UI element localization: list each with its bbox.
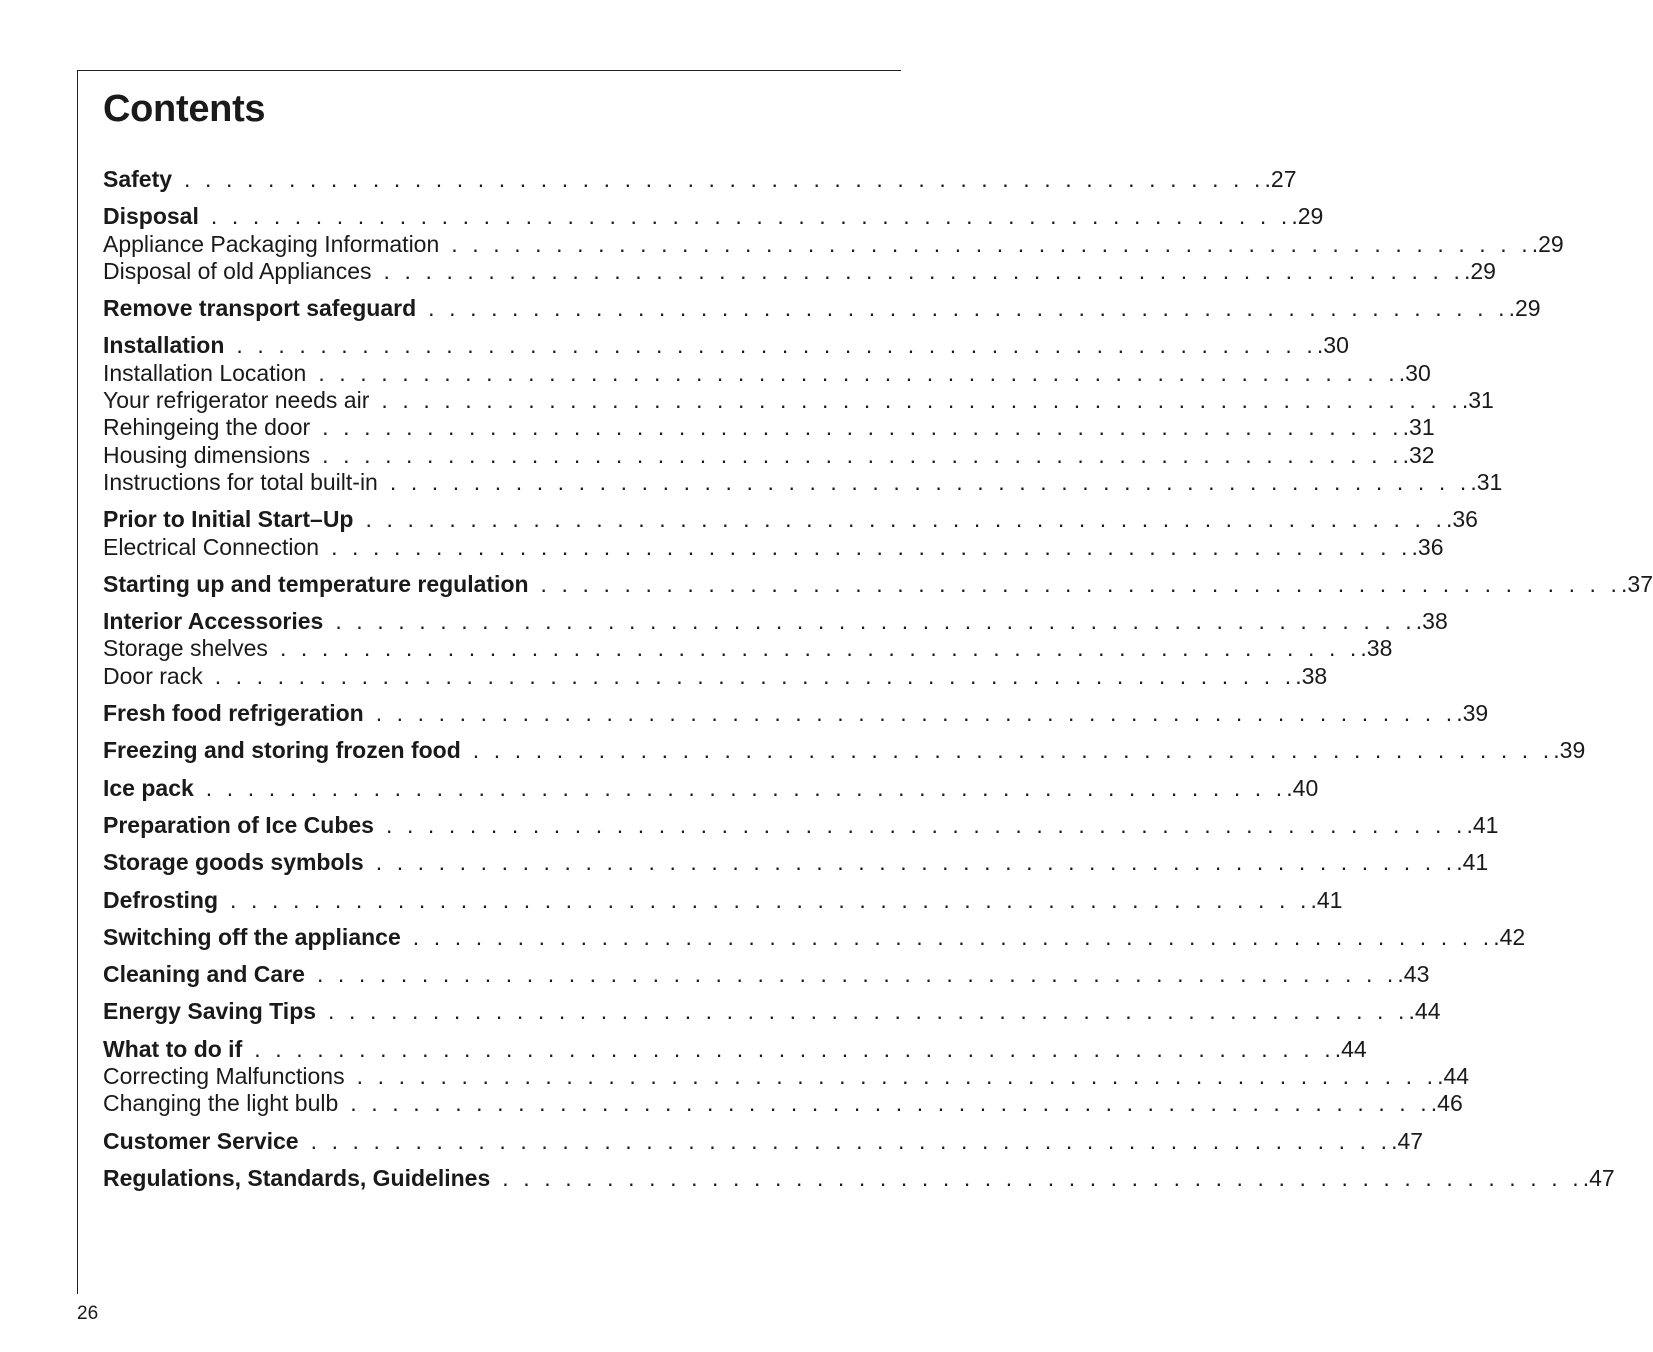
toc-heading-entry[interactable] <box>103 1127 1424 1155</box>
toc-entry-page: .36 <box>1445 506 1478 533</box>
toc-entry-page: .44 <box>1334 1035 1367 1062</box>
toc-heading-entry[interactable] <box>103 774 1319 802</box>
toc-subentry[interactable] <box>103 468 1503 496</box>
toc-section <box>103 166 1297 193</box>
toc-subentry[interactable] <box>103 257 1496 285</box>
toc-entry-page: .43 <box>1397 961 1430 988</box>
toc-section <box>103 849 1489 876</box>
dot-leader: . . . . . . . . . . . . . . . . . . . . . . . . . . . . . . . . . . . . . . . . . . . . . . . . . . . . <box>322 414 1403 441</box>
toc-entry-label: Disposal <box>103 203 199 230</box>
toc-section <box>103 332 1503 496</box>
dot-leader: . . . . . . . . . . . . . . . . . . . . . . . . . . . . . . . . . . . . . . . . . . . . . . . . . . . . <box>451 230 1532 257</box>
toc-entry-label: Correcting Malfunctions <box>103 1063 345 1090</box>
toc-entry-page: .46 <box>1430 1090 1463 1117</box>
dot-leader: . . . . . . . . . . . . . . . . . . . . . . . . . . . . . . . . . . . . . . . . . . . . . . . . . . . . <box>356 1063 1438 1090</box>
toc-subentry[interactable] <box>103 387 1494 414</box>
dot-leader: . . . . . . . . . . . . . . . . . . . . . . . . . . . . . . . . . . . . . . . . . . . . . . . . . . . . <box>205 774 1287 801</box>
toc-entry-page: .39 <box>1553 737 1586 764</box>
toc-entry-page: .29 <box>1291 203 1324 230</box>
toc-entry-label: Changing the light bulb <box>103 1090 339 1117</box>
toc-section <box>103 811 1499 839</box>
toc-heading-entry[interactable] <box>103 166 1297 193</box>
toc-subentry[interactable] <box>103 359 1431 387</box>
toc-entry-page: .29 <box>1531 230 1564 257</box>
toc-entry-page: .30 <box>1398 359 1431 386</box>
toc-subentry[interactable] <box>103 414 1435 441</box>
toc-entry-page: .39 <box>1456 700 1489 727</box>
toc-heading-entry[interactable] <box>103 1035 1367 1063</box>
toc-section <box>103 1035 1470 1118</box>
dot-leader: . . . . . . . . . . . . . . . . . . . . . . . . . . . . . . . . . . . . . . . . . . . . . . . . . . . . <box>318 359 1399 386</box>
toc-entry-page: .41 <box>1310 886 1343 913</box>
toc-subentry[interactable] <box>103 533 1444 561</box>
toc-heading-entry[interactable] <box>103 923 1526 951</box>
dot-leader: . . . . . . . . . . . . . . . . . . . . . . . . . . . . . . . . . . . . . . . . . . . . . . . . . . . . <box>316 961 1398 988</box>
toc-subentry[interactable] <box>103 1063 1470 1090</box>
toc-entry-label: What to do if <box>103 1035 243 1062</box>
toc-section <box>103 1164 1615 1192</box>
dot-leader: . . . . . . . . . . . . . . . . . . . . . . . . . . . . . . . . . . . . . . . . . . . . . . . . . . . . <box>279 635 1361 662</box>
toc-section <box>103 570 1653 598</box>
dot-leader: . . . . . . . . . . . . . . . . . . . . . . . . . . . . . . . . . . . . . . . . . . . . . . . . . . . . <box>428 295 1509 322</box>
page-number: 26 <box>77 1303 99 1324</box>
toc-heading-entry[interactable] <box>103 295 1541 322</box>
dot-leader: . . . . . . . . . . . . . . . . . . . . . . . . . . . . . . . . . . . . . . . . . . . . . . . . . . . . <box>375 700 1457 727</box>
toc-heading-entry[interactable] <box>103 1164 1615 1192</box>
toc-heading-entry[interactable] <box>103 886 1343 914</box>
toc-heading-entry[interactable] <box>103 737 1586 764</box>
toc-entry-page: .31 <box>1461 387 1494 414</box>
toc-entry-label: Rehingeing the door <box>103 414 311 441</box>
toc-entry-label: Customer Service <box>103 1127 299 1154</box>
toc-heading-entry[interactable] <box>103 332 1349 359</box>
toc-entry-page: .31 <box>1470 468 1503 495</box>
dot-leader: . . . . . . . . . . . . . . . . . . . . . . . . . . . . . . . . . . . . . . . . . . . . . . . . . . . . <box>502 1164 1583 1191</box>
toc-entry-page: .44 <box>1408 998 1441 1025</box>
toc-section <box>103 961 1430 988</box>
toc-entry-label: Energy Saving Tips <box>103 998 317 1025</box>
dot-leader: . . . . . . . . . . . . . . . . . . . . . . . . . . . . . . . . . . . . . . . . . . . . . . . . . . . . <box>328 998 1409 1025</box>
toc-section <box>103 737 1586 764</box>
toc-entry-page: .38 <box>1360 635 1393 662</box>
toc-heading-entry[interactable] <box>103 811 1499 839</box>
dot-leader: . . . . . . . . . . . . . . . . . . . . . . . . . . . . . . . . . . . . . . . . . . . . . . . . . . . . <box>472 737 1554 764</box>
toc-entry-label: Safety <box>103 166 173 192</box>
toc-entry-label: Starting up and temperature regulation <box>103 570 529 597</box>
toc-heading-entry[interactable] <box>103 700 1489 727</box>
toc-subentry[interactable] <box>103 662 1328 690</box>
toc-entry-page: .36 <box>1411 533 1444 560</box>
toc-entry-label: Your refrigerator needs air <box>103 387 370 414</box>
toc-entry-label: Prior to Initial Start–Up <box>103 506 354 533</box>
toc-entry-label: Preparation of Ice Cubes <box>103 811 374 838</box>
toc-heading-entry[interactable] <box>103 961 1430 988</box>
toc-section <box>103 998 1441 1025</box>
dot-leader: . . . . . . . . . . . . . . . . . . . . . . . . . . . . . . . . . . . . . . . . . . . . . . . . . . . . <box>350 1090 1431 1117</box>
toc-subentry[interactable] <box>103 1090 1463 1117</box>
toc-entry-page: .41 <box>1456 849 1489 876</box>
toc-entry-label: Remove transport safeguard <box>103 295 417 322</box>
dot-leader: . . . . . . . . . . . . . . . . . . . . . . . . . . . . . . . . . . . . . . . . . . . . . . . . . . . . <box>310 1127 1392 1154</box>
dot-leader: . . . . . . . . . . . . . . . . . . . . . . . . . . . . . . . . . . . . . . . . . . . . . . . . . . . . <box>184 166 1265 192</box>
toc-entry-page: .27 <box>1264 166 1297 192</box>
toc-entry-label: Storage shelves <box>103 635 268 662</box>
toc-heading-entry[interactable] <box>103 570 1653 598</box>
toc-section <box>103 295 1541 322</box>
toc-entry-label: Freezing and storing frozen food <box>103 737 461 764</box>
toc-entry-label: Housing dimensions <box>103 441 311 468</box>
toc-entry-label: Door rack <box>103 662 203 689</box>
toc-heading-entry[interactable] <box>103 203 1324 230</box>
toc-entry-page: .38 <box>1295 662 1328 689</box>
frame-top-rule <box>77 70 901 71</box>
toc-subentry[interactable] <box>103 441 1435 469</box>
toc-section <box>103 774 1319 802</box>
dot-leader: . . . . . . . . . . . . . . . . . . . . . . . . . . . . . . . . . . . . . . . . . . . . . . . . . . . . <box>375 849 1457 876</box>
table-of-contents <box>103 166 1653 1202</box>
dot-leader: . . . . . . . . . . . . . . . . . . . . . . . . . . . . . . . . . . . . . . . . . . . . . . . . . . . . <box>214 662 1296 689</box>
toc-subentry[interactable] <box>103 230 1564 258</box>
toc-section <box>103 506 1478 561</box>
toc-section <box>103 1127 1424 1155</box>
toc-entry-label: Fresh food refrigeration <box>103 700 364 727</box>
toc-entry-label: Ice pack <box>103 774 194 801</box>
toc-heading-entry[interactable] <box>103 506 1478 533</box>
dot-leader: . . . . . . . . . . . . . . . . . . . . . . . . . . . . . . . . . . . . . . . . . . . . . . . . . . . . <box>322 441 1403 468</box>
toc-entry-label: Cleaning and Care <box>103 961 305 988</box>
toc-entry-page: .38 <box>1415 608 1448 635</box>
dot-leader: . . . . . . . . . . . . . . . . . . . . . . . . . . . . . . . . . . . . . . . . . . . . . . . . . . . . <box>365 506 1446 533</box>
toc-entry-page: .32 <box>1402 441 1435 468</box>
page-title: Contents <box>103 88 266 130</box>
dot-leader: . . . . . . . . . . . . . . . . . . . . . . . . . . . . . . . . . . . . . . . . . . . . . . . . . . . . <box>254 1035 1335 1062</box>
toc-entry-page: .29 <box>1508 295 1541 322</box>
toc-entry-label: Disposal of old Appliances <box>103 257 372 284</box>
dot-leader: . . . . . . . . . . . . . . . . . . . . . . . . . . . . . . . . . . . . . . . . . . . . . . . . . . . . <box>236 332 1317 359</box>
dot-leader: . . . . . . . . . . . . . . . . . . . . . . . . . . . . . . . . . . . . . . . . . . . . . . . . . . . . <box>335 608 1416 635</box>
dot-leader: . . . . . . . . . . . . . . . . . . . . . . . . . . . . . . . . . . . . . . . . . . . . . . . . . . . . <box>381 387 1462 414</box>
toc-entry-label: Regulations, Standards, Guidelines <box>103 1164 491 1191</box>
dot-leader: . . . . . . . . . . . . . . . . . . . . . . . . . . . . . . . . . . . . . . . . . . . . . . . . . . . . <box>412 923 1494 950</box>
toc-entry-page: .47 <box>1391 1127 1424 1154</box>
dot-leader: . . . . . . . . . . . . . . . . . . . . . . . . . . . . . . . . . . . . . . . . . . . . . . . . . . . . <box>385 811 1467 838</box>
dot-leader: . . . . . . . . . . . . . . . . . . . . . . . . . . . . . . . . . . . . . . . . . . . . . . . . . . . . <box>230 886 1311 913</box>
toc-entry-label: Interior Accessories <box>103 608 324 635</box>
toc-heading-entry[interactable] <box>103 849 1489 876</box>
frame-left-rule <box>77 70 78 1294</box>
toc-entry-label: Electrical Connection <box>103 533 320 560</box>
toc-section <box>103 923 1526 951</box>
toc-subentry[interactable] <box>103 635 1393 662</box>
toc-section <box>103 203 1564 285</box>
toc-section <box>103 700 1489 727</box>
toc-entry-page: .29 <box>1463 257 1496 284</box>
dot-leader: . . . . . . . . . . . . . . . . . . . . . . . . . . . . . . . . . . . . . . . . . . . . . . . . . . . . <box>540 570 1622 597</box>
toc-entry-page: .30 <box>1316 332 1349 359</box>
toc-entry-page: .47 <box>1582 1164 1615 1191</box>
dot-leader: . . . . . . . . . . . . . . . . . . . . . . . . . . . . . . . . . . . . . . . . . . . . . . . . . . . . <box>210 203 1292 230</box>
toc-entry-page: .42 <box>1493 923 1526 950</box>
toc-entry-label: Instructions for total built-in <box>103 468 378 495</box>
toc-entry-label: Defrosting <box>103 886 218 913</box>
toc-entry-label: Appliance Packaging Information <box>103 230 440 257</box>
toc-entry-label: Storage goods symbols <box>103 849 364 876</box>
dot-leader: . . . . . . . . . . . . . . . . . . . . . . . . . . . . . . . . . . . . . . . . . . . . . . . . . . . . <box>383 257 1464 284</box>
toc-section <box>103 608 1448 690</box>
toc-entry-label: Installation <box>103 332 225 359</box>
toc-entry-label: Installation Location <box>103 359 307 386</box>
toc-entry-page: .41 <box>1466 811 1499 838</box>
dot-leader: . . . . . . . . . . . . . . . . . . . . . . . . . . . . . . . . . . . . . . . . . . . . . . . . . . . . <box>331 533 1412 560</box>
toc-section <box>103 886 1343 914</box>
toc-entry-label: Switching off the appliance <box>103 923 401 950</box>
toc-heading-entry[interactable] <box>103 998 1441 1025</box>
toc-entry-page: .44 <box>1437 1063 1470 1090</box>
toc-heading-entry[interactable] <box>103 608 1448 635</box>
toc-entry-page: .40 <box>1286 774 1319 801</box>
toc-entry-page: .37 <box>1621 570 1653 597</box>
dot-leader: . . . . . . . . . . . . . . . . . . . . . . . . . . . . . . . . . . . . . . . . . . . . . . . . . . . . <box>389 468 1471 495</box>
toc-entry-page: .31 <box>1402 414 1435 441</box>
